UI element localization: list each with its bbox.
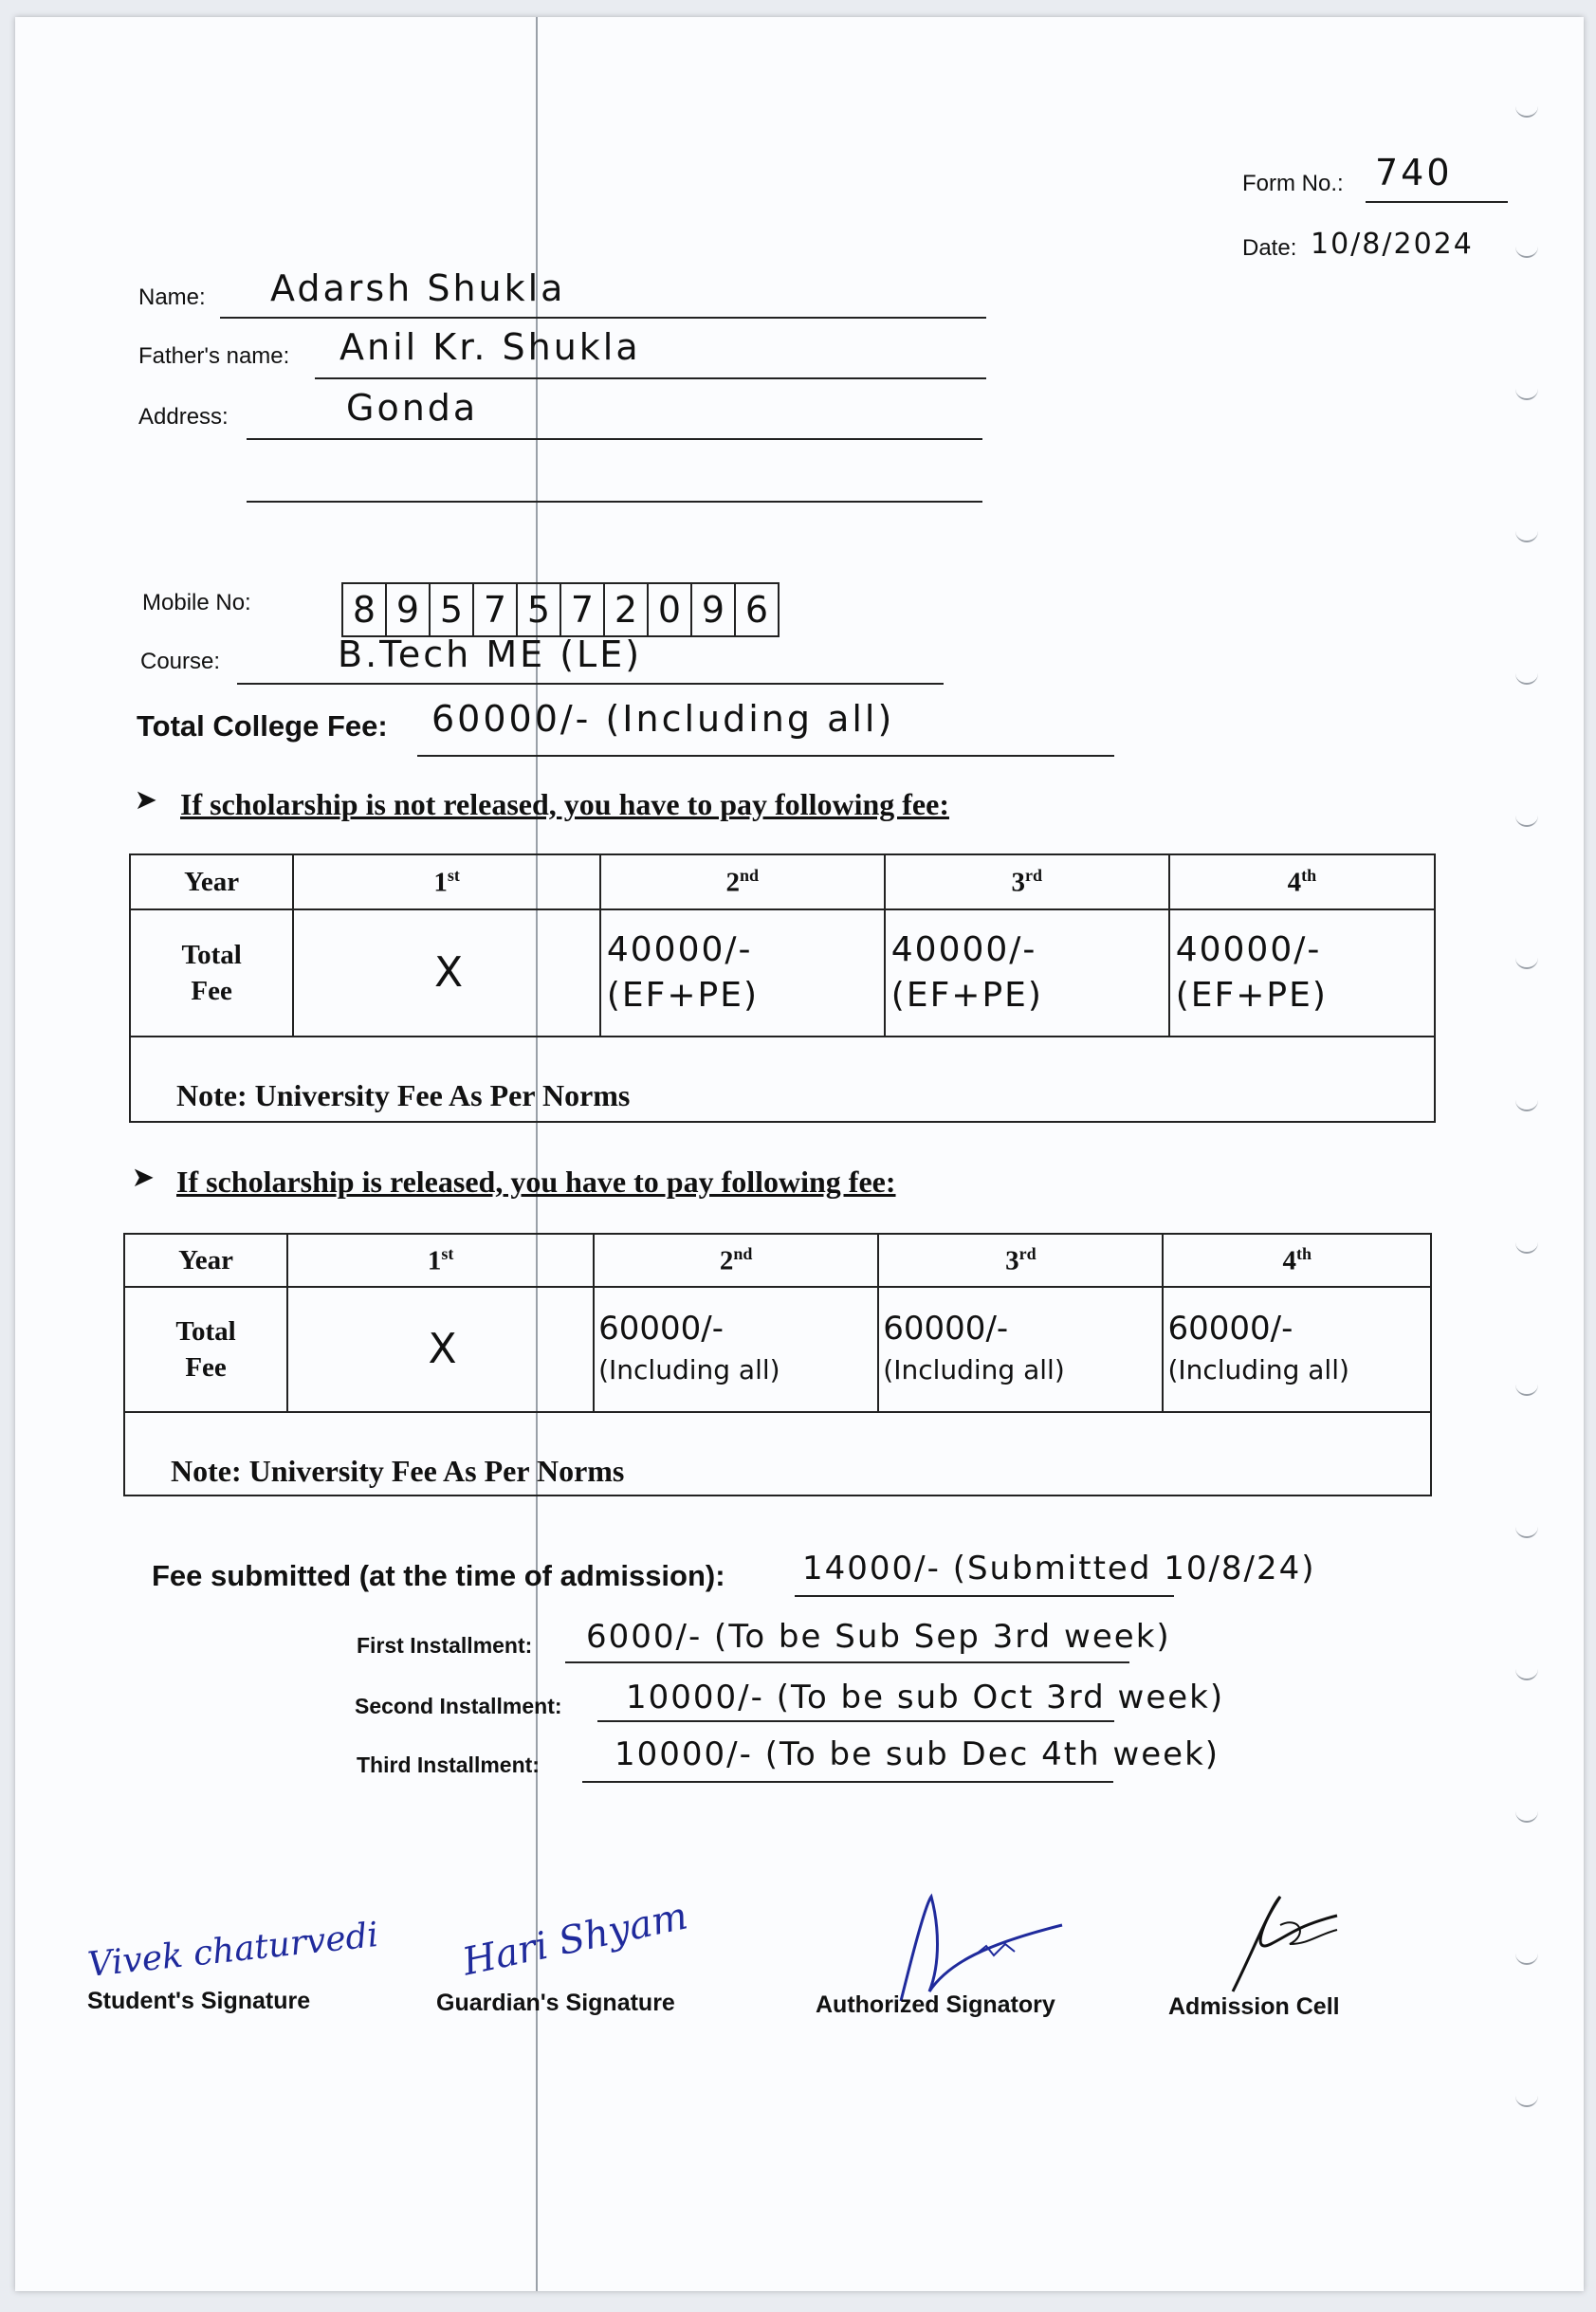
father-name-label: Father's name: xyxy=(138,343,290,369)
course-label: Course: xyxy=(140,649,221,674)
third-installment-underline xyxy=(582,1781,1113,1783)
second-installment-value: 10000/- (To be sub Oct 3rd week) xyxy=(626,1679,1225,1716)
mobile-digit: 7 xyxy=(472,582,516,637)
section-heading-not-released: If scholarship is not released, you have to pay following fee: xyxy=(180,787,949,821)
table-row xyxy=(124,1287,1431,1412)
authorized-signatory-label: Authorized Signatory xyxy=(816,1991,1055,2018)
total-fee-value: 60000/- (Including all) xyxy=(431,698,895,740)
form-no-value: 740 xyxy=(1375,152,1453,193)
year-1-fee: X xyxy=(287,1287,594,1412)
mobile-digit: 5 xyxy=(429,582,472,637)
admission-cell-signature-mark xyxy=(1204,1887,1356,2001)
university-fee-note: Note: University Fee As Per Norms xyxy=(130,1037,1435,1122)
year-3-fee: 40000/- (EF+PE) xyxy=(885,909,1169,1037)
name-label: Name: xyxy=(138,284,206,310)
third-installment-value: 10000/- (To be sub Dec 4th week) xyxy=(615,1735,1220,1773)
first-installment-underline xyxy=(565,1661,1129,1663)
date-value: 10/8/2024 xyxy=(1311,228,1474,261)
father-name-value: Anil Kr. Shukla xyxy=(339,326,641,368)
guardian-signature: Hari Shyam xyxy=(458,1894,692,1985)
course-underline xyxy=(237,683,944,685)
year-3-fee: 60000/- (Including all) xyxy=(878,1287,1163,1412)
second-installment-label: Second Installment: xyxy=(355,1694,562,1718)
table-header-row xyxy=(124,1234,1431,1287)
name-value: Adarsh Shukla xyxy=(270,267,566,309)
mobile-digit: 2 xyxy=(603,582,647,637)
year-1-header: 1st xyxy=(293,854,600,909)
university-fee-note: Note: University Fee As Per Norms xyxy=(124,1412,1431,1495)
mobile-digit: 7 xyxy=(560,582,603,637)
second-installment-underline xyxy=(597,1720,1114,1722)
mobile-digit: 8 xyxy=(341,582,385,637)
name-underline xyxy=(220,317,986,319)
admission-cell-label: Admission Cell xyxy=(1168,1993,1340,2020)
year-header: Year xyxy=(124,1234,287,1287)
form-no-underline xyxy=(1366,201,1508,203)
table-note-row xyxy=(130,1037,1435,1122)
father-name-underline xyxy=(315,377,986,379)
year-1-header: 1st xyxy=(287,1234,594,1287)
mobile-digit: 9 xyxy=(690,582,734,637)
course-value: B.Tech ME (LE) xyxy=(338,633,643,675)
first-installment-value: 6000/- (To be Sub Sep 3rd week) xyxy=(586,1618,1171,1656)
mobile-digit: 9 xyxy=(385,582,429,637)
year-2-header: 2nd xyxy=(594,1234,878,1287)
first-installment-label: First Installment: xyxy=(357,1633,533,1658)
year-3-header: 3rd xyxy=(878,1234,1163,1287)
form-no-label: Form No.: xyxy=(1242,171,1344,196)
year-2-fee: 40000/- (EF+PE) xyxy=(600,909,885,1037)
table-row xyxy=(130,909,1435,1037)
year-4-fee: 40000/- (EF+PE) xyxy=(1169,909,1435,1037)
arrow-bullet-icon: ➤ xyxy=(136,785,156,814)
total-fee-row-label: Total Fee xyxy=(130,909,293,1037)
mobile-digit: 5 xyxy=(516,582,560,637)
student-signature: Vivek chaturvedi xyxy=(85,1916,380,1985)
mobile-digit: 0 xyxy=(647,582,690,637)
guardian-signature-label: Guardian's Signature xyxy=(436,1990,675,2016)
year-header: Year xyxy=(130,854,293,909)
year-2-fee: 60000/- (Including all) xyxy=(594,1287,878,1412)
year-3-header: 3rd xyxy=(885,854,1169,909)
mobile-digit: 6 xyxy=(734,582,780,637)
address-underline-2 xyxy=(247,501,982,503)
total-fee-label: Total College Fee: xyxy=(137,709,388,743)
fee-table-not-released xyxy=(129,853,1436,1123)
fee-submitted-label: Fee submitted (at the time of admission): xyxy=(152,1559,725,1592)
fee-table-released xyxy=(123,1233,1432,1496)
total-fee-row-label: Total Fee xyxy=(124,1287,287,1412)
arrow-bullet-icon: ➤ xyxy=(133,1163,154,1191)
address-value: Gonda xyxy=(346,387,479,429)
year-4-header: 4th xyxy=(1169,854,1435,909)
year-4-fee: 60000/- (Including all) xyxy=(1163,1287,1431,1412)
student-signature-label: Student's Signature xyxy=(87,1988,311,2014)
fee-submitted-value: 14000/- (Submitted 10/8/24) xyxy=(802,1550,1316,1587)
mobile-digit-boxes xyxy=(341,582,780,637)
total-fee-underline xyxy=(417,755,1114,757)
year-4-header: 4th xyxy=(1163,1234,1431,1287)
year-2-header: 2nd xyxy=(600,854,885,909)
third-installment-label: Third Installment: xyxy=(357,1752,540,1777)
table-note-row xyxy=(124,1412,1431,1495)
date-label: Date: xyxy=(1242,235,1297,261)
mobile-label: Mobile No: xyxy=(142,590,251,615)
fee-submitted-underline xyxy=(795,1595,1174,1597)
address-label: Address: xyxy=(138,404,229,430)
year-1-fee: X xyxy=(293,909,600,1037)
address-underline xyxy=(247,438,982,440)
section-heading-released: If scholarship is released, you have to pay following fee: xyxy=(176,1165,896,1199)
table-header-row xyxy=(130,854,1435,909)
